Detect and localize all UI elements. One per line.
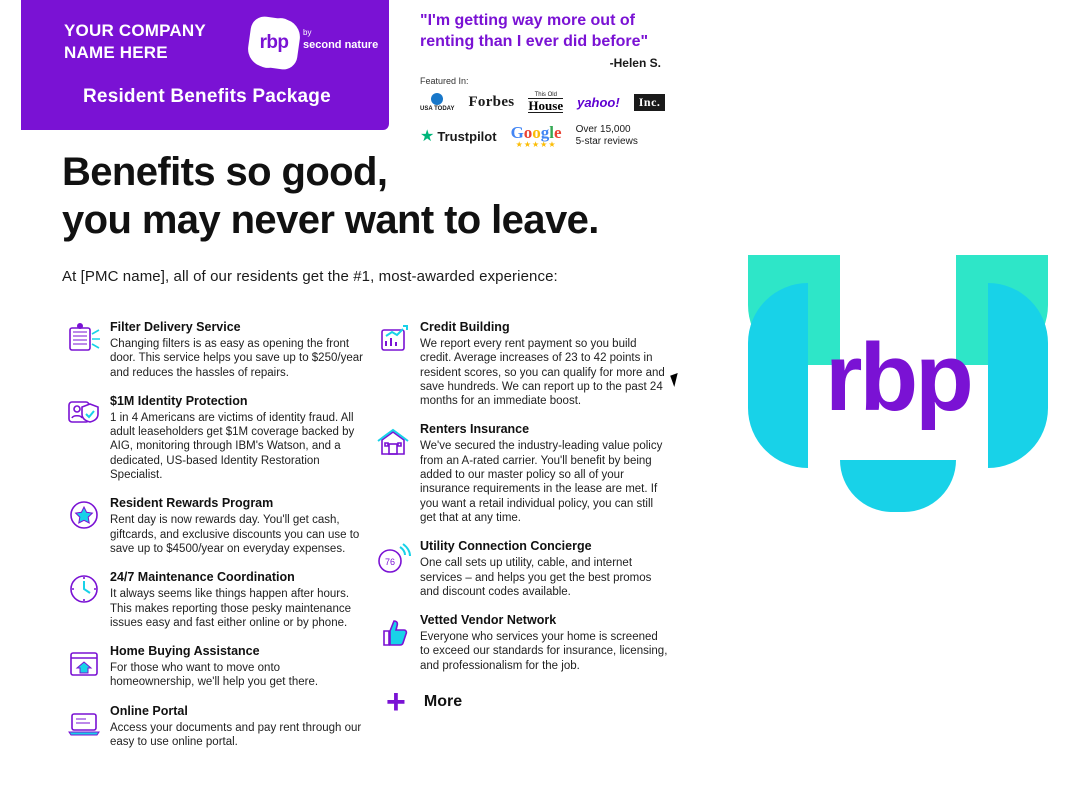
second-nature-label: second nature (303, 39, 379, 51)
filter-delivery-icon (58, 320, 110, 356)
benefits-column-right (368, 320, 668, 722)
benefit-description: One call sets up utility, cable, and internet services – and helps you get the best promos and discount codes available. (420, 557, 652, 598)
benefit-item (368, 320, 668, 408)
benefit-title: $1M Identity Protection (110, 393, 248, 408)
rbp-logo-label: rbp (259, 32, 289, 53)
headline-line-2: you may never want to leave. (62, 198, 599, 242)
benefits-column-left (58, 320, 363, 763)
benefit-item (58, 394, 363, 482)
benefit-description: Rent day is now rewards day. You'll get cash, giftcards, and exclusive discounts you can use to save up to $4500/year on everyday expenses. (110, 514, 360, 555)
by-label: by (303, 28, 312, 37)
yahoo-logo: yahoo! (577, 94, 620, 110)
credit-chart-icon (368, 320, 420, 356)
google-stars-icon: ★★★★★ (515, 139, 557, 149)
benefit-title: Filter Delivery Service (110, 320, 241, 334)
rewards-star-icon (58, 496, 110, 532)
benefit-item (58, 644, 363, 690)
benefit-title: Online Portal (110, 703, 188, 718)
header-banner (21, 0, 389, 130)
benefit-title: 24/7 Maintenance Coordination (110, 570, 295, 585)
clock-icon (58, 570, 110, 606)
benefit-item (368, 613, 668, 673)
testimonial-quote: "I'm getting way more out of renting than I ever did before" (420, 12, 649, 50)
benefit-item (58, 704, 363, 750)
banner-title: Resident Benefits Package (83, 86, 331, 107)
benefit-item (368, 539, 668, 599)
benefit-title: Home Buying Assistance (110, 644, 260, 659)
benefit-title: Renters Insurance (420, 422, 530, 437)
benefit-title: Vetted Vendor Network (420, 613, 557, 628)
press-logos-row-2 (420, 122, 675, 150)
benefit-title: Utility Connection Concierge (420, 539, 592, 554)
by-second-nature-label (303, 26, 378, 52)
benefit-item (58, 570, 363, 630)
rbp-logo-icon (249, 18, 299, 68)
featured-in-label: Featured In: (420, 76, 469, 86)
laptop-icon (58, 704, 110, 740)
utility-concierge-icon (368, 539, 420, 577)
benefit-description: We report every rent payment so you build credit. Average increases of 23 to 42 points in resident scores, so you can qualify for more and save hundreds. We can report up to the past 24 months for an immediate boost. (420, 338, 665, 408)
google-logo (511, 124, 562, 149)
reviews-count: Over 15,000 (575, 124, 631, 135)
benefit-description: We've secured the industry-leading value policy from an A-rated carrier. You'll benefit by being added to our master policy so all of your insurance requirements in the lease are met. If you want a retail individual policy, you can still get that at any time. (420, 440, 663, 524)
thumbs-up-icon (368, 613, 420, 651)
rbp-large-logo (748, 255, 1048, 530)
forbes-logo: Forbes (468, 93, 515, 110)
more-label: More (423, 693, 463, 711)
subheadline: At [PMC name], all of our residents get the #1, most-awarded experience: (62, 268, 558, 285)
home-buying-icon (58, 644, 110, 680)
testimonial-author: -Helen S. (609, 56, 661, 70)
benefit-description: 1 in 4 Americans are victims of identity fraud. All adult leaseholders get $1M coverage backed by AIG, monitoring through IBM's Watson, and a dedicated, US-based Identity Restoration Specialist. (110, 411, 355, 482)
trustpilot-star-icon: ★ (420, 128, 435, 145)
benefit-description: Access your documents and pay rent through our easy to use online portal. (110, 721, 362, 749)
this-old-house-label: House (528, 97, 564, 113)
usa-today-dot-icon (431, 93, 443, 105)
usa-today-label: USA TODAY (420, 105, 455, 112)
svg-text:76: 76 (384, 557, 396, 568)
trustpilot-logo (420, 126, 497, 146)
benefit-description: For those who want to move onto homeownership, we'll help you get there. (110, 662, 319, 689)
google-wordmark: Google (510, 122, 562, 142)
mouse-cursor (670, 373, 682, 387)
reviews-note (576, 124, 638, 148)
benefit-title: Credit Building (420, 320, 510, 334)
more-benefits-row (386, 683, 668, 722)
press-logos-row-1 (420, 90, 675, 114)
this-old-house-logo (528, 92, 563, 113)
this-old-house-top: This Old (534, 91, 557, 98)
reviews-stars-label: 5-star reviews (575, 136, 638, 147)
company-name: YOUR COMPANY NAME HERE (64, 21, 206, 62)
page-title (62, 148, 599, 244)
benefit-item (368, 422, 668, 525)
identity-shield-icon (58, 394, 110, 430)
benefit-description: Changing filters is as easy as opening the front door. This service helps you save up to $250/year and reduces the hassles of repairs. (110, 338, 363, 379)
inc-logo: Inc. (634, 94, 666, 111)
testimonial-block (420, 10, 675, 150)
usa-today-logo (420, 93, 454, 112)
benefit-item (58, 496, 363, 556)
rbp-large-logo-label: rbp (825, 323, 971, 431)
benefit-title: Resident Rewards Program (110, 496, 274, 511)
renters-insurance-icon (368, 422, 420, 460)
plus-icon: + (386, 683, 406, 722)
trustpilot-label: Trustpilot (437, 128, 497, 144)
headline-line-1: Benefits so good, (62, 150, 388, 194)
benefit-description: It always seems like things happen after hours. This makes reporting those pesky maintenance issues easy and fast either online or by phone. (110, 588, 351, 629)
benefit-description: Everyone who services your home is screened to exceed our standards for insurance, licensing, and professionalism for the job. (420, 631, 668, 672)
benefit-item (58, 320, 363, 380)
